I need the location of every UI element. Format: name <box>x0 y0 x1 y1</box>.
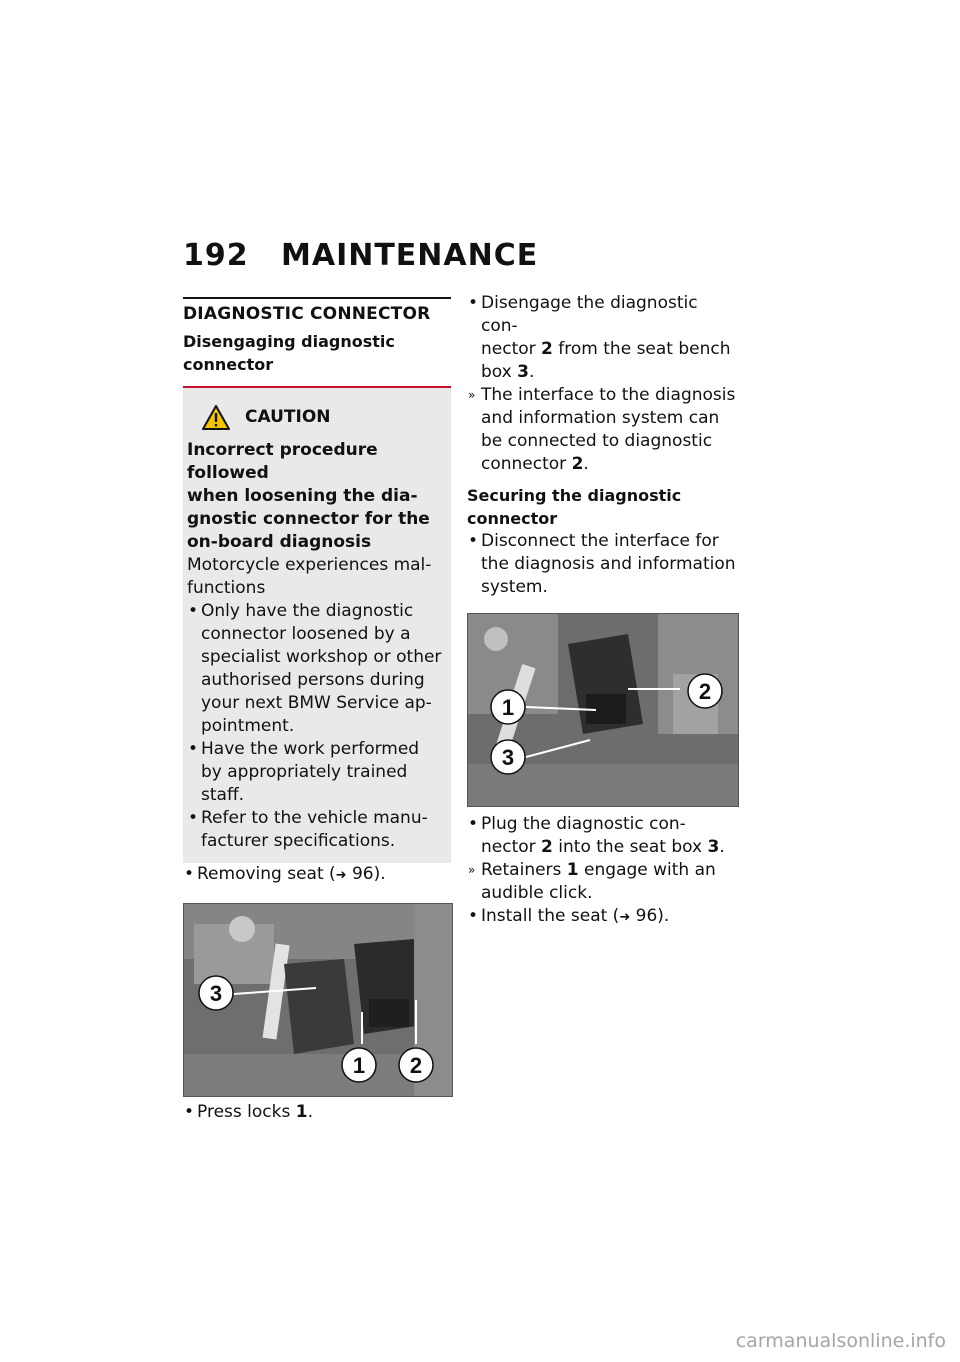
result-text: Retainers <box>481 860 567 880</box>
callout-ref: 1 <box>566 860 579 880</box>
step-text: Removing seat ( <box>197 864 336 884</box>
caution-hazard-line: gnostic connector for the <box>187 509 430 529</box>
callout-3: 3 <box>501 745 515 770</box>
callout-2: 2 <box>698 679 712 704</box>
bullet-line: facturer specifications. <box>201 831 396 851</box>
figure-seat-box-connector <box>183 903 453 1097</box>
result-text: engage with an <box>578 860 716 880</box>
step-line: the diagnosis and information <box>481 554 736 574</box>
figure-connector-plugged <box>467 613 739 807</box>
left-column <box>183 297 451 1124</box>
result-line <box>481 453 739 476</box>
callout-3: 3 <box>209 981 223 1006</box>
step-list-plug <box>467 813 739 929</box>
caution-consequence-line: Motorcycle experiences mal- <box>187 555 432 575</box>
bullet-line: your next BMW Service ap- <box>201 693 432 713</box>
caution-consequence-line: functions <box>187 578 266 598</box>
callout-ref: 3 <box>707 837 720 857</box>
step-text: from the seat bench <box>552 339 731 359</box>
step-item <box>467 813 739 859</box>
step-text: Install the seat ( <box>481 906 620 926</box>
watermark: carmanualsonline.info <box>735 1330 946 1352</box>
caution-hazard-line: on-board diagnosis <box>187 532 372 552</box>
callout-ref: 2 <box>571 454 584 474</box>
step-line: • Disengage the diagnostic con- <box>481 293 698 336</box>
caution-bullet <box>187 738 447 807</box>
callout-1: 1 <box>501 695 515 720</box>
bullet-line: staff. <box>201 785 245 805</box>
bullet-line: specialist workshop or other <box>201 647 442 667</box>
step-line: • Disconnect the interface for <box>481 531 719 551</box>
caution-bullet-list <box>187 600 447 853</box>
step-text-end: . <box>719 837 725 857</box>
step-list-disconnect <box>467 530 739 599</box>
bullet-line: • Have the work performed <box>201 739 420 759</box>
caution-bullet <box>187 600 447 738</box>
step-item <box>467 905 739 929</box>
page-reference-link[interactable]: 96 <box>351 864 374 884</box>
subheading-securing: Securing the diagnostic connector <box>467 486 682 528</box>
section-title: DIAGNOSTIC CONNECTOR <box>183 304 431 324</box>
callout-ref: 1 <box>295 1102 308 1122</box>
page-number: 192 <box>183 238 249 273</box>
result-line: be connected to diagnostic <box>481 431 713 451</box>
step-text: nector <box>481 339 542 359</box>
caution-consequence <box>187 554 447 600</box>
bullet-line: connector loosened by a <box>201 624 411 644</box>
step-text-end: . <box>528 362 535 382</box>
result-line <box>481 859 739 882</box>
section-title-header: MAINTENANCE <box>281 238 539 273</box>
result-line: » The interface to the diagnosis <box>481 385 736 405</box>
step-item <box>467 530 739 599</box>
caution-hazard <box>187 439 447 554</box>
result-text-end: . <box>583 454 589 474</box>
step-list-removing-seat <box>183 863 451 887</box>
page-header <box>183 238 538 273</box>
right-column <box>467 292 739 929</box>
step-list-disengage <box>467 292 739 476</box>
step-item <box>467 292 739 384</box>
step-item <box>183 1101 451 1124</box>
bullet-line: by appropriately trained <box>201 762 408 782</box>
caution-hazard-line: when loosening the dia- <box>187 486 418 506</box>
step-text-end: ). <box>373 864 386 884</box>
step-text-end: ). <box>657 906 670 926</box>
warning-triangle-icon <box>201 404 231 431</box>
callout-1: 1 <box>352 1053 366 1078</box>
caution-title: CAUTION <box>245 407 331 427</box>
step-line <box>481 338 739 361</box>
step-item <box>183 863 451 887</box>
step-text: Press locks <box>197 1102 296 1122</box>
result-line: and information system can <box>481 408 720 428</box>
step-list-press-locks <box>183 1101 451 1124</box>
step-text: box <box>481 362 518 382</box>
bullet-line: authorised persons during <box>201 670 425 690</box>
result-item <box>467 859 739 905</box>
callout-ref: 2 <box>541 339 553 359</box>
step-text: nector <box>481 837 542 857</box>
callout-ref: 3 <box>517 362 529 382</box>
caution-header <box>187 404 447 431</box>
step-text-end: . <box>307 1102 313 1122</box>
section-rule <box>183 297 451 299</box>
bullet-line: pointment. <box>201 716 295 736</box>
bullet-line: • Refer to the vehicle manu- <box>201 808 428 828</box>
caution-hazard-line: Incorrect procedure followed <box>187 440 378 483</box>
page-reference-link[interactable]: 96 <box>635 906 658 926</box>
arrow-right-icon: ➜ <box>335 868 347 883</box>
arrow-right-icon: ➜ <box>619 910 631 925</box>
step-line: system. <box>481 577 548 597</box>
step-line: • Plug the diagnostic con- <box>481 814 686 834</box>
callout-ref: 2 <box>541 837 553 857</box>
subheading-disengaging: Disengaging diagnostic connector <box>183 332 395 374</box>
callout-2: 2 <box>409 1053 423 1078</box>
step-text: into the seat box <box>552 837 708 857</box>
result-line: audible click. <box>481 883 593 903</box>
bullet-line: • Only have the diagnostic <box>201 601 414 621</box>
step-line <box>481 361 739 384</box>
result-item <box>467 384 739 476</box>
caution-box <box>183 386 451 863</box>
result-text: connector <box>481 454 572 474</box>
step-line <box>481 836 739 859</box>
caution-bullet <box>187 807 447 853</box>
